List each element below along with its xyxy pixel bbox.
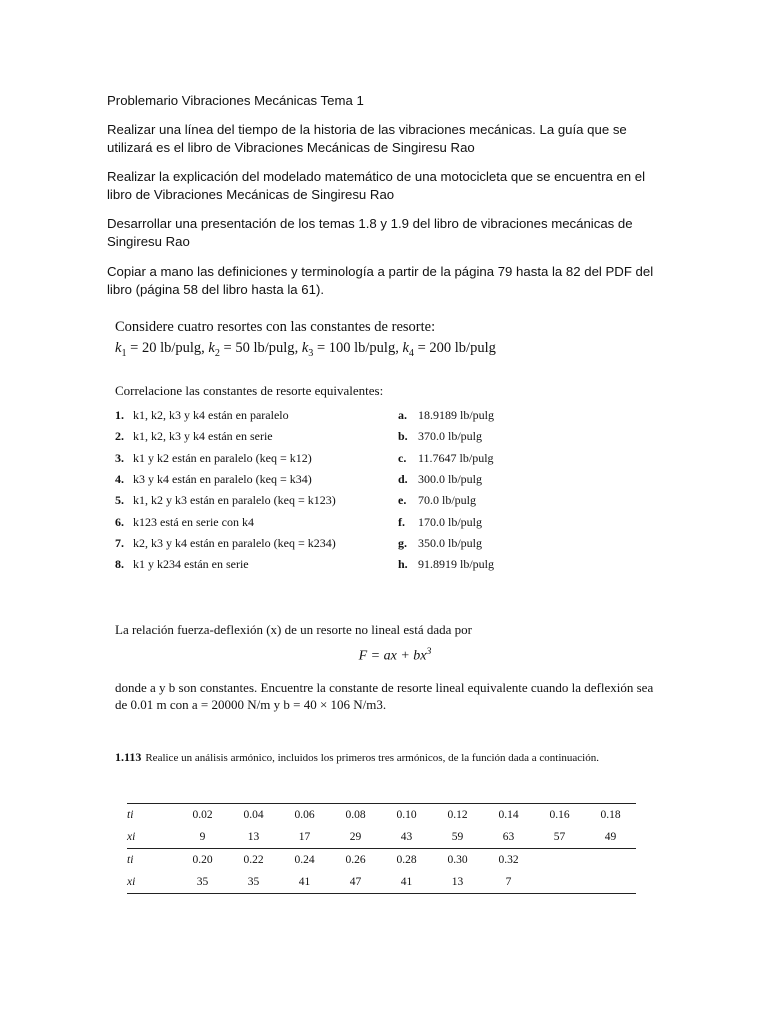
table-cell — [534, 849, 585, 872]
option-letter: a. — [398, 408, 407, 423]
item-text: k1, k2 y k3 están en paralelo (keq = k123) — [133, 493, 336, 508]
item-number: 6. — [115, 514, 124, 529]
nonlinear-line-2: de 0.01 m con a = 20000 N/m y b = 40 × 106 N/m3. — [115, 696, 387, 712]
match-row — [115, 426, 675, 447]
item-number: 8. — [115, 557, 124, 572]
match-row — [115, 447, 675, 468]
task-timeline: Realizar una línea del tiempo de la historia de las vibraciones mecánicas. La guía que se utilizará es el libro de Vibraciones Mecánicas de Singiresu Rao — [107, 122, 627, 155]
table-cell: 17 — [279, 826, 330, 849]
option-value: 11.7647 lb/pulg — [418, 450, 494, 465]
harmonic-problem — [115, 750, 655, 765]
item-number: 2. — [115, 429, 124, 444]
spring-problem-heading: Considere cuatro resortes con las constantes de resorte: — [115, 319, 436, 335]
item-text: k2, k3 y k4 están en paralelo (keq = k234) — [133, 535, 336, 550]
item-number: 5. — [115, 493, 124, 508]
option-letter: d. — [398, 471, 408, 486]
option-value: 350.0 lb/pulg — [418, 535, 483, 550]
option-letter: f. — [398, 514, 405, 529]
option-letter: b. — [398, 429, 408, 444]
table-row — [127, 849, 636, 872]
table-cell: 35 — [177, 871, 228, 894]
table-cell: 0.20 — [192, 854, 213, 866]
nonlinear-intro: La relación fuerza-deflexión (x) de un resorte no lineal está dada por — [115, 622, 472, 637]
table-cell: 29 — [330, 826, 381, 849]
spring-problem — [115, 318, 675, 575]
table-cell: 0.16 — [534, 804, 585, 827]
table-cell: 0.02 — [177, 804, 228, 827]
option-letter: e. — [398, 493, 407, 508]
table-cell: 0.18 — [585, 804, 636, 827]
table-cell: 0.04 — [228, 804, 279, 827]
table-cell: 49 — [585, 826, 636, 849]
harmonic-problem-text — [115, 750, 655, 765]
k1-value: 20 lb/pulg — [141, 340, 202, 356]
row-label: ti — [127, 804, 177, 827]
table-cell: 0.28 — [396, 854, 417, 866]
task-copy-definitions: Copiar a mano las definiciones y terminología a partir de la página 79 hasta la 82 del PDF del libro (página 58 del libro hasta la 61). — [107, 264, 654, 297]
table-row — [127, 804, 636, 827]
force-equation: F = ax + $bx^3$ — [358, 646, 432, 664]
table-cell — [585, 871, 636, 894]
problem-number: 1.113 — [115, 750, 142, 764]
item-text: k1 y k234 están en serie — [133, 557, 249, 572]
table-cell: 35 — [228, 871, 279, 894]
table-cell: 0.30 — [447, 854, 468, 866]
option-letter: h. — [398, 557, 408, 572]
match-row — [115, 469, 675, 490]
table-cell: 0.22 — [243, 854, 264, 866]
option-value: 18.9189 lb/pulg — [418, 408, 495, 423]
table-cell: 63 — [483, 826, 534, 849]
match-row — [115, 511, 675, 532]
item-text: k1, k2, k3 y k4 están en serie — [133, 429, 273, 444]
option-value: 170.0 lb/pulg — [418, 514, 483, 529]
data-table — [127, 803, 636, 894]
match-row — [115, 554, 675, 575]
table-cell: 0.06 — [279, 804, 330, 827]
table-cell: 13 — [228, 826, 279, 849]
k2-value: 50 lb/pulg — [235, 340, 295, 356]
table-cell — [585, 849, 636, 872]
item-number: 7. — [115, 535, 124, 550]
table-cell: 0.24 — [294, 854, 315, 866]
table-cell: 0.10 — [381, 804, 432, 827]
table-cell: 59 — [432, 826, 483, 849]
k4-value: 200 lb/pulg — [429, 340, 496, 356]
table-cell: 0.14 — [483, 804, 534, 827]
table-cell: 0.08 — [330, 804, 381, 827]
match-row — [115, 533, 675, 554]
option-letter: c. — [398, 450, 407, 465]
task-presentation: Desarrollar una presentación de los temas 1.8 y 1.9 del libro de vibraciones mecánicas de Singiresu Rao — [107, 216, 633, 249]
item-number: 3. — [115, 450, 124, 465]
table-cell: 47 — [330, 871, 381, 894]
option-value: 91.8919 lb/pulg — [418, 557, 495, 572]
spring-constants: $k_1 = 20$ lb/pulg, $k_2 = 50$ lb/pulg, $k_3 = 100$ lb/pulg, $k_4 = 200$ lb/pulg — [115, 340, 496, 359]
table-cell: 0.26 — [345, 854, 366, 866]
nonlinear-line-1: donde a y b son constantes. Encuentre la constante de resorte lineal equivalente cuando la deflexión sea — [115, 679, 654, 695]
document-title: Problemario Vibraciones Mecánicas Tema 1 — [107, 93, 364, 108]
table-cell: 41 — [381, 871, 432, 894]
table-cell: 9 — [177, 826, 228, 849]
spring-problem-subheading: Correlacione las constantes de resorte equivalentes: — [115, 382, 384, 398]
problem-statement: Realice un análisis armónico, incluidos los primeros tres armónicos, de la función dada a continuación. — [145, 752, 599, 764]
table-cell: 57 — [534, 826, 585, 849]
row-label: ti — [127, 854, 134, 866]
table-cell: 7 — [483, 871, 534, 894]
table-cell — [534, 871, 585, 894]
item-number: 1. — [115, 408, 124, 423]
option-value: 70.0 lb/pulg — [418, 493, 477, 508]
table-row — [127, 826, 636, 849]
table-cell: 13 — [432, 871, 483, 894]
table-cell: 43 — [381, 826, 432, 849]
item-number: 4. — [115, 471, 124, 486]
option-letter: g. — [398, 535, 407, 550]
match-row — [115, 405, 675, 426]
task-motorcycle-model: Realizar la explicación del modelado matemático de una motocicleta que se encuentra en el libro de Vibraciones Mecánicas de Singiresu Rao — [107, 169, 646, 202]
k3-value: 100 lb/pulg — [328, 340, 396, 356]
match-list — [115, 405, 675, 575]
option-value: 370.0 lb/pulg — [418, 429, 483, 444]
table-cell: 0.32 — [498, 854, 519, 866]
table-cell: 0.12 — [432, 804, 483, 827]
table-row — [127, 871, 636, 894]
row-label: xi — [127, 871, 177, 894]
item-text: k1, k2, k3 y k4 están en paralelo — [133, 408, 289, 423]
row-label: xi — [127, 826, 177, 849]
table-cell: 41 — [279, 871, 330, 894]
option-value: 300.0 lb/pulg — [418, 471, 483, 486]
item-text: k3 y k4 están en paralelo (keq = k34) — [133, 471, 312, 486]
item-text: k1 y k2 están en paralelo (keq = k12) — [133, 450, 312, 465]
match-row — [115, 490, 675, 511]
item-text: k123 está en serie con k4 — [133, 514, 254, 529]
nonlinear-spring-problem — [115, 621, 675, 713]
